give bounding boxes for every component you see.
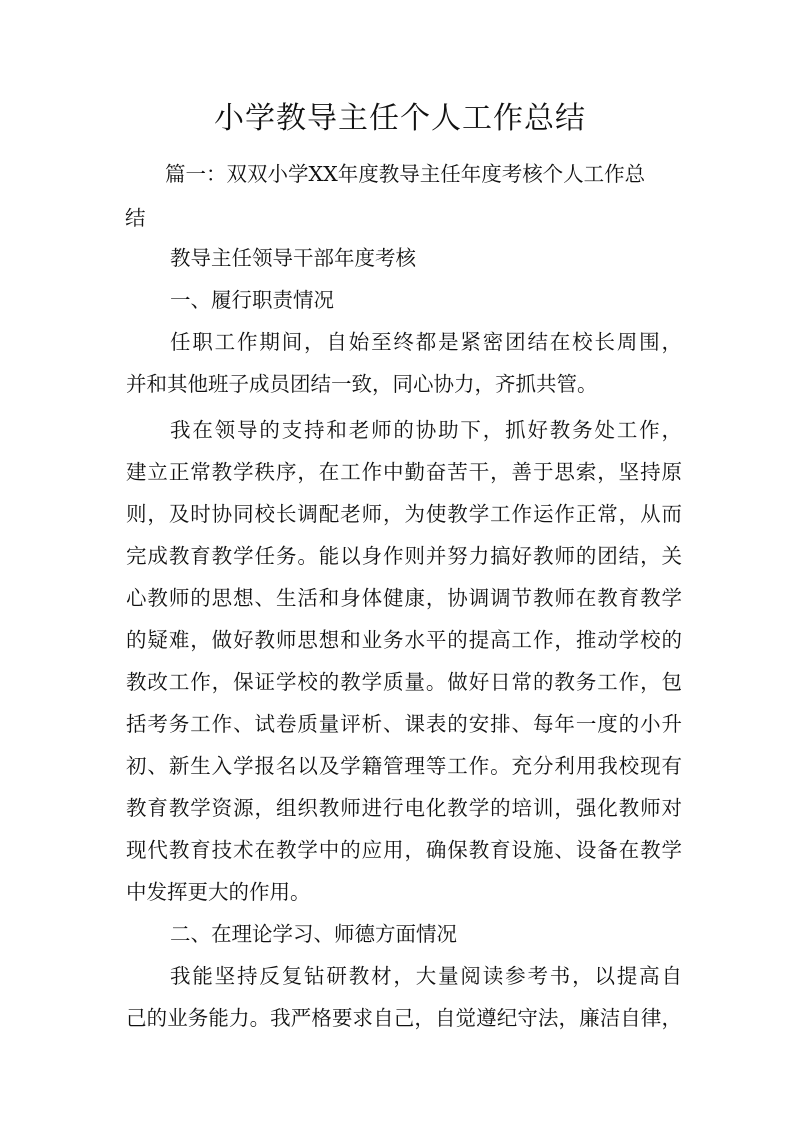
- paragraph-line: 中发挥更大的作用。: [126, 880, 311, 904]
- section-heading-theory: 二、在理论学习、师德方面情况: [170, 922, 457, 946]
- section-heading-duties: 一、履行职责情况: [170, 288, 334, 312]
- intro-heading: 教导主任领导干部年度考核: [170, 246, 416, 270]
- paragraph-line: 我能坚持反复钻研教材，大量阅读参考书，以提高自: [170, 964, 682, 988]
- paragraph-line: 建立正常教学秩序，在工作中勤奋苦干，善于思索，坚持原: [126, 460, 682, 484]
- paragraph-line: 心教师的思想、生活和身体健康，协调调节教师在教育教学: [126, 586, 682, 610]
- paragraph-line: 括考务工作、试卷质量评析、课表的安排、每年一度的小升: [126, 712, 682, 736]
- paragraph-line: 我在领导的支持和老师的协助下，抓好教务处工作，: [170, 418, 682, 442]
- paragraph-line: 则，及时协同校长调配老师，为使教学工作运作正常，从而: [126, 502, 682, 526]
- paragraph-line: 并和其他班子成员团结一致，同心协力，齐抓共管。: [126, 372, 598, 396]
- document-subtitle: [125, 152, 681, 240]
- paragraph-line: 任职工作期间，自始至终都是紧密团结在校长周围，: [170, 330, 682, 354]
- paragraph-line: 己的业务能力。我严格要求自己，自觉遵纪守法，廉洁自律，: [126, 1006, 682, 1030]
- paragraph-line: 教育教学资源，组织教师进行电化教学的培训，强化教师对: [126, 796, 682, 820]
- paragraph-line: 的疑难，做好教师思想和业务水平的提高工作，推动学校的: [126, 628, 682, 652]
- subtitle-line-1: 篇一：双双小学XX年度教导主任年度考核个人工作总: [165, 162, 646, 186]
- document-title: 小学教导主任个人工作总结: [214, 101, 586, 136]
- subtitle-line-2: 结: [125, 206, 146, 230]
- paragraph-line: 教改工作，保证学校的教学质量。做好日常的教务工作，包: [126, 670, 682, 694]
- paragraph-line: 完成教育教学任务。能以身作则并努力搞好教师的团结，关: [126, 544, 682, 568]
- paragraph-line: 初、新生入学报名以及学籍管理等工作。充分利用我校现有: [126, 754, 682, 778]
- paragraph-line: 现代教育技术在教学中的应用，确保教育设施、设备在教学: [126, 838, 682, 862]
